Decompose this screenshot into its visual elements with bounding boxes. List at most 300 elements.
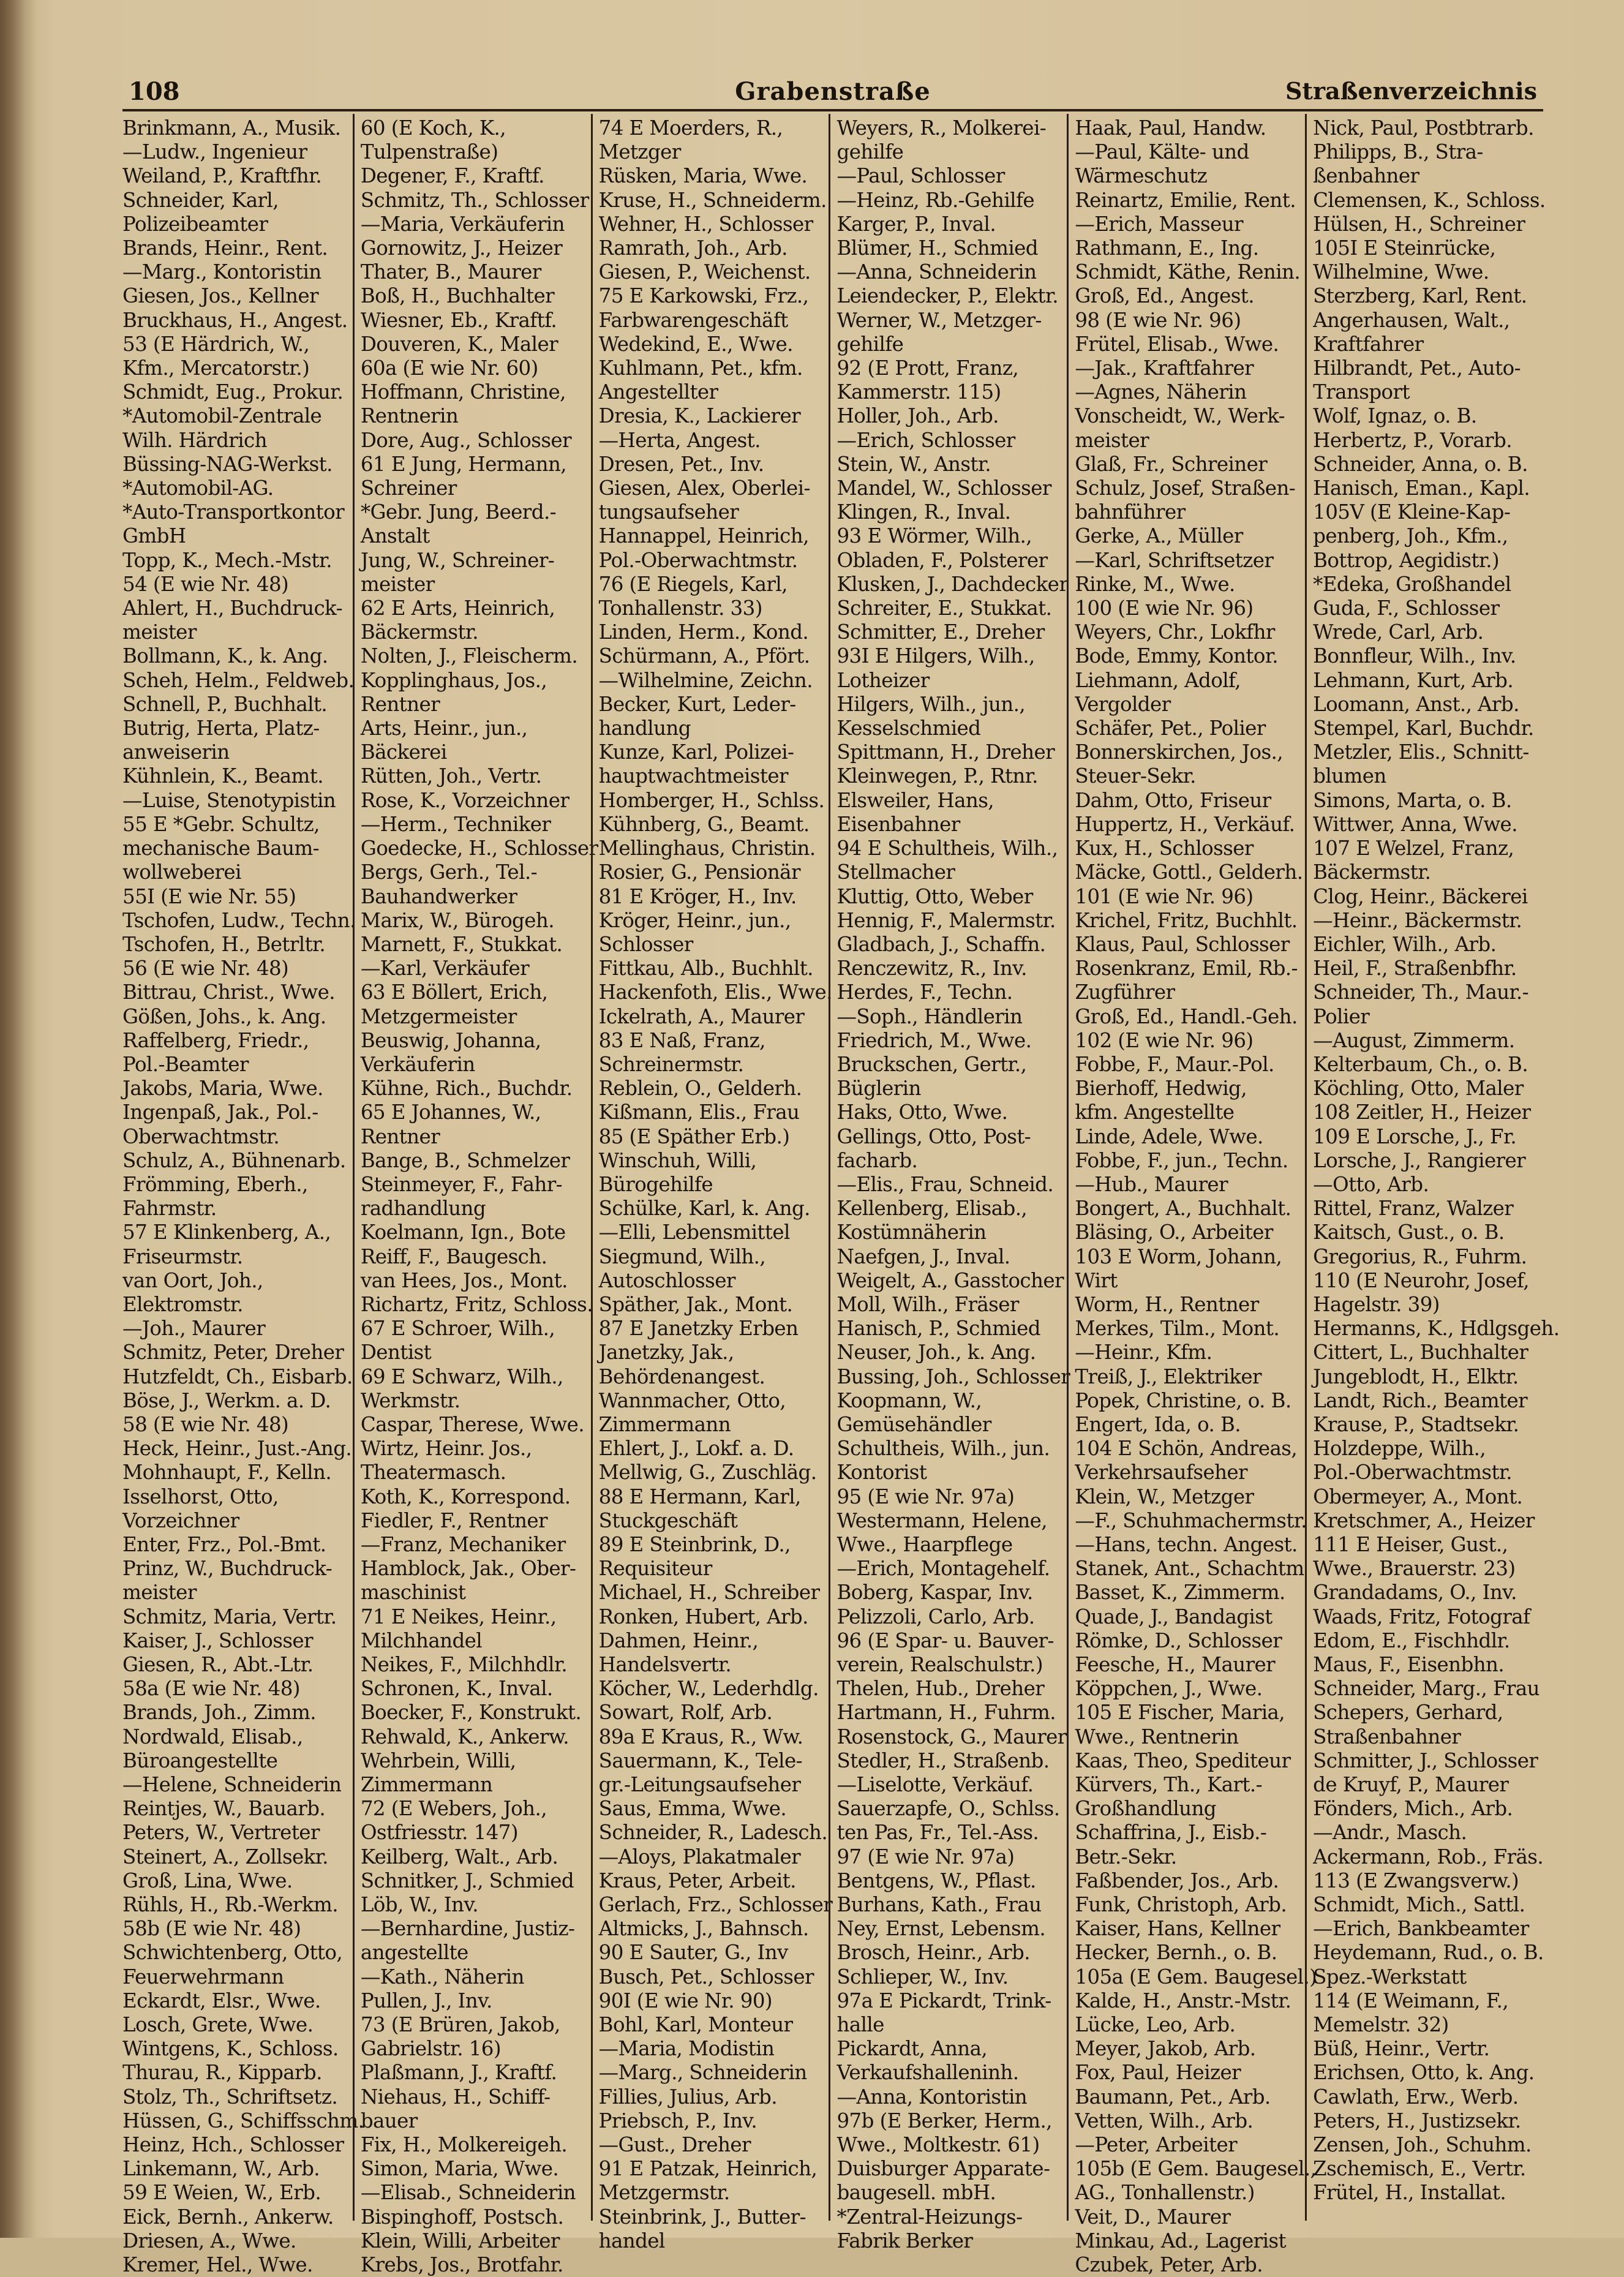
directory-entry-line: 93I E Hilgers, Wilh., bbox=[836, 644, 1035, 668]
directory-entry-line: Bottrop, Aegidistr.) bbox=[1313, 548, 1500, 572]
directory-entry-line: 73 (E Brüren, Jakob, bbox=[360, 2013, 560, 2037]
directory-entry-line: Frömming, Eberh., bbox=[122, 1172, 308, 1196]
directory-entry-line: radhandlung bbox=[360, 1197, 486, 1221]
directory-entry-line: Kaiser, Hans, Kellner bbox=[1075, 1917, 1280, 1941]
directory-entry-line: 96 (E Spar- u. Bauver- bbox=[836, 1628, 1054, 1652]
directory-entry-line: Rehwald, K., Ankerw. bbox=[360, 1725, 569, 1748]
directory-entry-line: wollweberei bbox=[122, 860, 241, 884]
directory-entry-line: Bispinghoff, Postsch. bbox=[360, 2205, 564, 2229]
directory-entry-line: —Erich, Montagehelf. bbox=[836, 1557, 1050, 1581]
directory-entry-line: Frütel, H., Installat. bbox=[1313, 2181, 1506, 2205]
directory-entry-line: Spez.-Werkstatt bbox=[1313, 1965, 1467, 1989]
directory-entry-line: ten Pas, Fr., Tel.-Ass. bbox=[836, 1821, 1039, 1845]
directory-entry-line: Ronken, Hubert, Arb. bbox=[598, 1605, 808, 1628]
directory-entry-line: Baumann, Pet., Arb. bbox=[1075, 2085, 1271, 2109]
directory-entry-line: —Heinz, Rb.-Gehilfe bbox=[836, 188, 1035, 212]
directory-entry-line: Kux, H., Schlosser bbox=[1075, 837, 1254, 860]
directory-entry-line: Farbwarengeschäft bbox=[598, 308, 788, 332]
directory-entry-line: Jakobs, Maria, Wwe. bbox=[122, 1077, 323, 1101]
directory-entry-line: Prinz, W., Buchdruck- bbox=[122, 1557, 333, 1581]
directory-entry-line: Westermann, Helene, bbox=[836, 1508, 1047, 1532]
directory-entry-line: meister bbox=[360, 572, 435, 596]
directory-entry-line: Lorsche, J., Rangierer bbox=[1313, 1148, 1526, 1172]
directory-entry-line: Reintjes, W., Bauarb. bbox=[122, 1797, 326, 1821]
directory-entry-line: —Hub., Maurer bbox=[1075, 1172, 1228, 1196]
directory-entry-line: Thurau, R., Kipparb. bbox=[122, 2061, 322, 2085]
directory-entry-line: Fönders, Mich., Arb. bbox=[1313, 1797, 1513, 1821]
directory-entry-line: Kontorist bbox=[836, 1461, 927, 1485]
directory-entry-line: Köchling, Otto, Maler bbox=[1313, 1077, 1524, 1101]
directory-entry-line: bahnführer bbox=[1075, 500, 1186, 524]
directory-entry-line: Klaus, Paul, Schlosser bbox=[1075, 932, 1290, 956]
directory-entry-line: *Automobil-AG. bbox=[122, 476, 274, 500]
directory-entry-line: Obladen, F., Polsterer bbox=[836, 548, 1048, 572]
directory-entry-line: Brands, Joh., Zimm. bbox=[122, 1701, 316, 1725]
directory-entry-line: Linkemann, W., Arb. bbox=[122, 2157, 320, 2181]
directory-entry-line: 97b (E Berker, Herm., bbox=[836, 2109, 1052, 2132]
directory-entry-line: Treiß, J., Elektriker bbox=[1075, 1364, 1261, 1388]
directory-entry-line: 54 (E wie Nr. 48) bbox=[122, 572, 289, 596]
directory-entry-line: Eichler, Wilh., Arb. bbox=[1313, 932, 1497, 956]
directory-entry-line: Groß, Lina, Wwe. bbox=[122, 1869, 293, 1892]
directory-entry-line: Topp, K., Mech.-Mstr. bbox=[122, 548, 332, 572]
directory-entry-line: Schäfer, Pet., Polier bbox=[1075, 717, 1266, 740]
column-4 bbox=[829, 114, 1070, 2253]
directory-entry-line: Fobbe, F., jun., Techn. bbox=[1075, 1148, 1288, 1172]
directory-entry-line: Butrig, Herta, Platz- bbox=[122, 717, 320, 740]
directory-entry-line: Cittert, L., Buchhalter bbox=[1313, 1341, 1528, 1364]
directory-entry-line: gehilfe bbox=[836, 332, 904, 356]
directory-entry-line: Zschemisch, E., Vertr. bbox=[1313, 2157, 1526, 2181]
directory-entry-line: —Hans, techn. Angest. bbox=[1075, 1532, 1298, 1556]
directory-entry-line: Heck, Heinr., Just.-Ang. bbox=[122, 1437, 352, 1461]
directory-entry-line: Quade, J., Bandagist bbox=[1075, 1605, 1273, 1628]
directory-entry-line: —Ludw., Ingenieur bbox=[122, 140, 307, 164]
directory-entry-line: —Karl, Verkäufer bbox=[360, 957, 530, 980]
directory-entry-line: Giesen, Jos., Kellner bbox=[122, 284, 318, 308]
directory-entry-line: Büssing-NAG-Werkst. bbox=[122, 452, 333, 476]
directory-entry-line: Bussing, Joh., Schlosser bbox=[836, 1364, 1070, 1388]
directory-entry-line: Steuer-Sekr. bbox=[1075, 764, 1196, 788]
directory-entry-line: Büß, Heinr., Vertr. bbox=[1313, 2037, 1490, 2061]
directory-entry-line: Friseurmstr. bbox=[122, 1244, 243, 1268]
directory-entry-line: Zimmermann bbox=[598, 1412, 731, 1436]
directory-entry-line: Kruse, H., Schneiderm. bbox=[598, 188, 827, 212]
directory-entry-line: Gößen, Johs., k. Ang. bbox=[122, 1004, 326, 1028]
directory-entry-line: Linden, Herm., Kond. bbox=[598, 620, 809, 644]
directory-entry-line: Naefgen, J., Inval. bbox=[836, 1244, 1010, 1268]
directory-entry-line: Erichsen, Otto, k. Ang. bbox=[1313, 2061, 1535, 2085]
directory-entry-line: Bittrau, Christ., Wwe. bbox=[122, 980, 335, 1004]
directory-entry-line: Wolf, Ignaz, o. B. bbox=[1313, 404, 1477, 428]
directory-entry-line: —Wilhelmine, Zeichn. bbox=[598, 668, 813, 692]
directory-entry-line: Stempel, Karl, Buchdr. bbox=[1313, 717, 1534, 740]
directory-entry-line: 75 E Karkowski, Frz., bbox=[598, 284, 809, 308]
directory-entry-line: Metzgermstr. bbox=[598, 2181, 730, 2205]
directory-entry-line: Schmidt, Käthe, Renin. bbox=[1075, 260, 1301, 284]
directory-entry-line: Rentner bbox=[360, 692, 440, 716]
directory-entry-line: Czubek, Peter, Arb. bbox=[1075, 2253, 1263, 2277]
directory-entry-line: 91 E Patzak, Heinrich, bbox=[598, 2157, 818, 2181]
directory-entry-line: Herbertz, P., Vorarb. bbox=[1313, 428, 1512, 452]
directory-entry-line: Rentner bbox=[360, 1124, 440, 1148]
directory-entry-line: Fahrmstr. bbox=[122, 1197, 217, 1221]
directory-entry-line: de Kruyf, P., Maurer bbox=[1313, 1773, 1509, 1797]
section-title: Straßenverzeichnis bbox=[1285, 77, 1537, 105]
directory-entry-line: Bäckermstr. bbox=[360, 620, 479, 644]
directory-entry-line: Neikes, F., Milchhdlr. bbox=[360, 1653, 568, 1676]
directory-entry-line: Nolten, J., Fleischerm. bbox=[360, 644, 578, 668]
directory-entry-line: Bonnerskirchen, Jos., bbox=[1075, 740, 1283, 764]
directory-entry-line: Kürvers, Th., Kart.- bbox=[1075, 1773, 1262, 1797]
directory-entry-line: 97a E Pickardt, Trink- bbox=[836, 1989, 1051, 2012]
directory-entry-line: 90 E Sauter, G., Inv bbox=[598, 1941, 788, 1965]
directory-entry-line: Gregorius, R., Fuhrm. bbox=[1313, 1244, 1527, 1268]
directory-entry-line: Dore, Aug., Schlosser bbox=[360, 428, 571, 452]
directory-entry-line: Ney, Ernst, Lebensm. bbox=[836, 1917, 1046, 1941]
directory-entry-line: Schmitter, J., Schlosser bbox=[1313, 1748, 1538, 1772]
directory-entry-line: Hilgers, Wilh., jun., bbox=[836, 692, 1026, 716]
directory-entry-line: Peters, H., Justizsekr. bbox=[1313, 2109, 1521, 2132]
directory-entry-line: Rinke, M., Wwe. bbox=[1075, 572, 1235, 596]
directory-entry-line: Edom, E., Fischhdlr. bbox=[1313, 1628, 1510, 1652]
directory-entry-line: Feesche, H., Maurer bbox=[1075, 1653, 1276, 1676]
directory-entry-line: bauer bbox=[360, 2109, 418, 2132]
directory-entry-line: Bäckermstr. bbox=[1313, 860, 1431, 884]
directory-entry-line: Landt, Rich., Beamter bbox=[1313, 1388, 1528, 1412]
directory-entry-line: 107 E Welzel, Franz, bbox=[1313, 837, 1514, 860]
directory-entry-line: Rühls, H., Rb.-Werkm. bbox=[122, 1893, 338, 1917]
directory-entry-line: Brands, Heinr., Rent. bbox=[122, 236, 328, 260]
column-3 bbox=[591, 114, 833, 2253]
directory-entry-line: Steinbrink, J., Butter- bbox=[598, 2205, 806, 2229]
directory-entry-line: —Karl, Schriftsetzer bbox=[1075, 548, 1274, 572]
directory-entry-line: Kuhlmann, Pet., kfm. bbox=[598, 356, 803, 380]
directory-entry-line: 104 E Schön, Andreas, bbox=[1075, 1437, 1298, 1461]
directory-entry-line: —Elli, Lebensmittel bbox=[598, 1221, 790, 1244]
directory-entry-line: Angestellter bbox=[598, 380, 718, 404]
directory-entry-line: Metzler, Elis., Schnitt- bbox=[1313, 740, 1529, 764]
directory-entry-line: Haks, Otto, Wwe. bbox=[836, 1101, 1008, 1124]
directory-entry-line: Caspar, Therese, Wwe. bbox=[360, 1412, 584, 1436]
directory-entry-line: Vonscheidt, W., Werk- bbox=[1075, 404, 1285, 428]
directory-entry-line: 109 E Lorsche, J., Fr. bbox=[1313, 1124, 1517, 1148]
directory-entry-line: Fabrik Berker bbox=[836, 2229, 973, 2253]
directory-entry-line: Huppertz, H., Verkäuf. bbox=[1075, 812, 1295, 836]
directory-entry-line: Schronen, K., Inval. bbox=[360, 1677, 553, 1701]
directory-entry-line: Krichel, Fritz, Buchhlt. bbox=[1075, 908, 1298, 932]
directory-entry-line: Köcher, W., Lederhdlg. bbox=[598, 1677, 819, 1701]
directory-entry-line: Koelmann, Ign., Bote bbox=[360, 1221, 566, 1244]
directory-entry-line: Saus, Emma, Wwe. bbox=[598, 1797, 787, 1821]
directory-entry-line: Goedecke, H., Schlosser bbox=[360, 837, 598, 860]
directory-entry-line: Späther, Jak., Mont. bbox=[598, 1292, 793, 1316]
directory-entry-line: Stellmacher bbox=[836, 860, 955, 884]
directory-entry-line: Handelsvertr. bbox=[598, 1653, 732, 1676]
directory-entry-line: 76 (E Riegels, Karl, bbox=[598, 572, 788, 596]
directory-entry-line: Boß, H., Buchhalter bbox=[360, 284, 555, 308]
directory-entry-line: Tonhallenstr. 33) bbox=[598, 597, 762, 620]
directory-entry-line: penberg, Joh., Kfm., bbox=[1313, 524, 1508, 548]
directory-entry-line: Straßenbahner bbox=[1313, 1725, 1461, 1748]
directory-entry-line: Schneider, Th., Maur.- bbox=[1313, 980, 1529, 1004]
directory-entry-line: Stedler, H., Straßenb. bbox=[836, 1748, 1050, 1772]
directory-entry-line: Eick, Bernh., Ankerw. bbox=[122, 2205, 334, 2229]
directory-entry-line: Rentnerin bbox=[360, 404, 459, 428]
directory-entry-line: Fox, Paul, Heizer bbox=[1075, 2061, 1241, 2085]
directory-entry-line: Wärmeschutz bbox=[1075, 164, 1208, 188]
directory-entry-line: 90I (E wie Nr. 90) bbox=[598, 1989, 772, 2012]
directory-entry-line: Sauermann, K., Tele- bbox=[598, 1748, 802, 1772]
directory-entry-line: Wwe., Brauerstr. 23) bbox=[1313, 1557, 1516, 1581]
directory-entry-line: Wehner, H., Schlosser bbox=[598, 212, 813, 236]
directory-entry-line: Giesen, Alex, Oberlei- bbox=[598, 476, 810, 500]
directory-entry-line: Sterzberg, Karl, Rent. bbox=[1313, 284, 1527, 308]
directory-entry-line: Scheh, Helm., Feldweb. bbox=[122, 668, 355, 692]
directory-entry-line: Metzger bbox=[598, 140, 681, 164]
directory-entry-line: 93 E Wörmer, Wilh., bbox=[836, 524, 1032, 548]
directory-entry-line: Keilberg, Walt., Arb. bbox=[360, 1845, 558, 1869]
directory-entry-line: Schmitter, E., Dreher bbox=[836, 620, 1045, 644]
street-title: Grabenstraße bbox=[735, 77, 931, 106]
directory-entry-line: Verkehrsaufseher bbox=[1075, 1461, 1247, 1485]
directory-entry-line: handel bbox=[598, 2229, 665, 2253]
directory-entry-line: Autoschlosser bbox=[598, 1268, 735, 1292]
directory-entry-line: Hanisch, P., Schmied bbox=[836, 1317, 1040, 1341]
directory-entry-line: Mellinghaus, Christin. bbox=[598, 837, 816, 860]
directory-entry-line: 105b (E Gem. Baugesel., bbox=[1075, 2157, 1317, 2181]
directory-entry-line: Rittel, Franz, Walzer bbox=[1313, 1197, 1514, 1221]
directory-entry-line: 95 (E wie Nr. 97a) bbox=[836, 1485, 1015, 1508]
directory-entry-line: Heil, F., Straßenbfhr. bbox=[1313, 957, 1517, 980]
directory-entry-line: Merkes, Tilm., Mont. bbox=[1075, 1317, 1280, 1341]
directory-entry-line: Dahmen, Heinr., bbox=[598, 1628, 759, 1652]
directory-entry-line: Gerke, A., Müller bbox=[1075, 524, 1243, 548]
directory-entry-line: Weiland, P., Kraftfhr. bbox=[122, 164, 322, 188]
directory-entry-line: Nordwald, Elisab., bbox=[122, 1725, 303, 1748]
directory-entry-line: Hermanns, K., Hdlgsgeh. bbox=[1313, 1317, 1560, 1341]
directory-entry-line: Kelterbaum, Ch., o. B. bbox=[1313, 1052, 1528, 1076]
directory-entry-line: Elektromstr. bbox=[122, 1292, 243, 1316]
directory-entry-line: Moll, Wilh., Fräser bbox=[836, 1292, 1019, 1316]
directory-entry-line: Wintgens, K., Schloss. bbox=[122, 2037, 339, 2061]
directory-entry-line: —Marg., Kontoristin bbox=[122, 260, 321, 284]
directory-entry-line: Veit, D., Maurer bbox=[1075, 2205, 1231, 2229]
directory-entry-line: 105 E Fischer, Maria, bbox=[1075, 1701, 1285, 1725]
directory-entry-line: Grandadams, O., Inv. bbox=[1313, 1581, 1517, 1605]
directory-entry-line: Richartz, Fritz, Schloss. bbox=[360, 1292, 593, 1316]
directory-entry-line: 87 E Janetzky Erben bbox=[598, 1317, 799, 1341]
directory-entry-line: Rosenkranz, Emil, Rb.- bbox=[1075, 957, 1298, 980]
directory-entry-line: Reinartz, Emilie, Rent. bbox=[1075, 188, 1296, 212]
directory-entry-line: Schepers, Gerhard, bbox=[1313, 1701, 1503, 1725]
directory-entry-line: Büglerin bbox=[836, 1077, 921, 1101]
directory-entry-line: Gemüsehändler bbox=[836, 1412, 991, 1436]
directory-entry-line: Bürogehilfe bbox=[598, 1172, 713, 1196]
directory-entry-line: Mellwig, G., Zuschläg. bbox=[598, 1461, 817, 1485]
directory-entry-line: 63 E Böllert, Erich, bbox=[360, 980, 548, 1004]
directory-entry-line: Kellenberg, Elisab., bbox=[836, 1197, 1028, 1221]
directory-entry-line: —Kath., Näherin bbox=[360, 1965, 524, 1989]
directory-entry-line: halle bbox=[836, 2013, 884, 2037]
directory-entry-line: Busch, Pet., Schlosser bbox=[598, 1965, 814, 1989]
directory-entry-line: Duisburger Apparate- bbox=[836, 2157, 1050, 2181]
directory-entry-line: Losch, Grete, Wwe. bbox=[122, 2013, 314, 2037]
directory-entry-line: Hüssen, G., Schiffsschm. bbox=[122, 2109, 364, 2132]
directory-entry-line: Fiedler, F., Rentner bbox=[360, 1508, 547, 1532]
directory-entry-line: Friedrich, M., Wwe. bbox=[836, 1028, 1032, 1052]
directory-entry-line: Behördenangest. bbox=[598, 1364, 765, 1388]
directory-entry-line: Linde, Adele, Wwe. bbox=[1075, 1124, 1263, 1148]
directory-entry-line: —Agnes, Näherin bbox=[1075, 380, 1247, 404]
directory-entry-line: Bruckhaus, H., Angest. bbox=[122, 308, 348, 332]
directory-entry-line: Schürmann, A., Pfört. bbox=[598, 644, 810, 668]
directory-columns bbox=[122, 114, 1560, 2277]
directory-entry-line: Raffelberg, Friedr., bbox=[122, 1028, 309, 1052]
directory-entry-line: —Andr., Masch. bbox=[1313, 1821, 1467, 1845]
directory-entry-line: Rathmann, E., Ing. bbox=[1075, 236, 1259, 260]
directory-entry-line: Rosier, G., Pensionär bbox=[598, 860, 800, 884]
directory-entry-line: Kleinwegen, P., Rtnr. bbox=[836, 764, 1038, 788]
binding-shadow bbox=[0, 0, 37, 2238]
directory-entry-line: Ostfriesstr. 147) bbox=[360, 1821, 518, 1845]
directory-entry-line: 105V (E Kleine-Kap- bbox=[1313, 500, 1511, 524]
directory-entry-line: 110 (E Neurohr, Josef, bbox=[1313, 1268, 1530, 1292]
directory-entry-line: —Maria, Modistin bbox=[598, 2037, 775, 2061]
directory-entry-line: Schaffrina, J., Eisb.- bbox=[1075, 1821, 1267, 1845]
directory-entry-line: *Edeka, Großhandel bbox=[1313, 572, 1511, 596]
directory-entry-line: Karger, P., Inval. bbox=[836, 212, 996, 236]
directory-entry-line: Hecker, Bernh., o. B. bbox=[1075, 1941, 1277, 1965]
directory-entry-line: Schmitz, Th., Schlosser bbox=[360, 188, 589, 212]
directory-entry-line: Schreinermstr. bbox=[598, 1052, 744, 1076]
directory-entry-line: Waads, Fritz, Fotograf bbox=[1313, 1605, 1530, 1628]
directory-entry-line: Anstalt bbox=[360, 524, 430, 548]
directory-entry-line: Rosenstock, G., Maurer bbox=[836, 1725, 1067, 1748]
page-number: 108 bbox=[129, 77, 180, 106]
directory-entry-line: Guda, F., Schlosser bbox=[1313, 597, 1500, 620]
directory-entry-line: 81 E Kröger, H., Inv. bbox=[598, 884, 797, 908]
directory-entry-line: Worm, H., Rentner bbox=[1075, 1292, 1259, 1316]
directory-entry-line: 102 (E wie Nr. 96) bbox=[1075, 1028, 1254, 1052]
directory-entry-line: AG., Tonhallenstr.) bbox=[1075, 2181, 1255, 2205]
directory-entry-line: 56 (E wie Nr. 48) bbox=[122, 957, 289, 980]
directory-entry-line: Schneider, R., Ladesch. bbox=[598, 1821, 828, 1845]
directory-entry-line: Verkäuferin bbox=[360, 1052, 475, 1076]
directory-entry-line: angestellte bbox=[360, 1941, 468, 1965]
directory-entry-line: Memelstr. 32) bbox=[1313, 2013, 1449, 2037]
directory-entry-line: Kesselschmied bbox=[836, 717, 981, 740]
directory-entry-line: Theatermasch. bbox=[360, 1461, 506, 1485]
directory-entry-line: Bollmann, K., k. Ang. bbox=[122, 644, 328, 668]
directory-entry-line: Bohl, Karl, Monteur bbox=[598, 2013, 793, 2037]
directory-entry-line: Herdes, F., Techn. bbox=[836, 980, 1013, 1004]
directory-entry-line: Wirtz, Heinr. Jos., bbox=[360, 1437, 532, 1461]
directory-entry-line: 89 E Steinbrink, D., bbox=[598, 1532, 791, 1556]
directory-entry-line: Dresen, Pet., Inv. bbox=[598, 452, 764, 476]
directory-entry-line: Schmitz, Maria, Vertr. bbox=[122, 1605, 337, 1628]
directory-entry-line: Klein, Willi, Arbeiter bbox=[360, 2229, 560, 2253]
directory-entry-line: Kluttig, Otto, Weber bbox=[836, 884, 1033, 908]
directory-entry-line: Sauerzapfe, O., Schlss. bbox=[836, 1797, 1060, 1821]
directory-entry-line: Klusken, J., Dachdecker bbox=[836, 572, 1069, 596]
directory-entry-line: Bongert, A., Buchhalt. bbox=[1075, 1197, 1291, 1221]
directory-entry-line: Weyers, R., Molkerei- bbox=[836, 116, 1047, 140]
directory-entry-line: Loomann, Anst., Arb. bbox=[1313, 692, 1519, 716]
directory-entry-line: 88 E Hermann, Karl, bbox=[598, 1485, 801, 1508]
directory-entry-line: Groß, Ed., Handl.-Geh. bbox=[1075, 1004, 1298, 1028]
directory-entry-line: Metzgermeister bbox=[360, 1004, 517, 1028]
directory-entry-line: Zensen, Joh., Schuhm. bbox=[1313, 2133, 1532, 2157]
directory-entry-line: Koth, K., Korrespond. bbox=[360, 1485, 571, 1508]
directory-entry-line: Vorzeichner bbox=[122, 1508, 239, 1532]
directory-entry-line: anweiserin bbox=[122, 740, 230, 764]
directory-entry-line: Kühnlein, K., Beamt. bbox=[122, 764, 323, 788]
directory-entry-line: Hackenfoth, Elis., Wwe. bbox=[598, 980, 832, 1004]
directory-entry-line: —Erich, Masseur bbox=[1075, 212, 1243, 236]
directory-entry-line: —Franz, Mechaniker bbox=[360, 1532, 566, 1556]
directory-entry-line: Haak, Paul, Handw. bbox=[1075, 116, 1266, 140]
directory-entry-line: 114 (E Weimann, F., bbox=[1313, 1989, 1509, 2012]
directory-entry-line: Enter, Frz., Pol.-Bmt. bbox=[122, 1532, 326, 1556]
directory-entry-line: Kühne, Rich., Buchdr. bbox=[360, 1077, 573, 1101]
directory-entry-line: Schneider, Karl, bbox=[122, 188, 279, 212]
directory-entry-line: —Elisab., Schneiderin bbox=[360, 2181, 576, 2205]
header-rule bbox=[122, 109, 1543, 111]
directory-entry-line: 85 (E Späther Erb.) bbox=[598, 1124, 790, 1148]
directory-entry-line: handlung bbox=[598, 717, 691, 740]
directory-entry-line: 61 E Jung, Hermann, bbox=[360, 452, 567, 476]
directory-entry-line: Milchhandel bbox=[360, 1628, 483, 1652]
directory-entry-line: Priebsch, P., Inv. bbox=[598, 2109, 757, 2132]
directory-entry-line: Engert, Ida, o. B. bbox=[1075, 1412, 1241, 1436]
directory-entry-line: Weyers, Chr., Lokfhr bbox=[1075, 620, 1275, 644]
directory-entry-line: Mandel, W., Schlosser bbox=[836, 476, 1051, 500]
directory-entry-line: Gerlach, Frz., Schlosser bbox=[598, 1893, 833, 1917]
directory-entry-line: Ehlert, J., Lokf. a. D. bbox=[598, 1437, 794, 1461]
directory-entry-line: Werner, W., Metzger- bbox=[836, 308, 1042, 332]
directory-entry-line: Boecker, F., Konstrukt. bbox=[360, 1701, 582, 1725]
directory-entry-line: Hoffmann, Christine, bbox=[360, 380, 566, 404]
directory-entry-line: Eckardt, Elsr., Wwe. bbox=[122, 1989, 321, 2012]
directory-entry-line: Kostümnäherin bbox=[836, 1221, 987, 1244]
directory-entry-line: Mäcke, Gottl., Gelderh. bbox=[1075, 860, 1303, 884]
directory-entry-line: Degener, F., Kraftf. bbox=[360, 164, 544, 188]
directory-entry-line: Bode, Emmy, Kontor. bbox=[1075, 644, 1278, 668]
directory-entry-line: Kunze, Karl, Polizei- bbox=[598, 740, 794, 764]
directory-entry-line: Bäckerei bbox=[360, 740, 447, 764]
directory-entry-line: Reblein, O., Gelderh. bbox=[598, 1077, 802, 1101]
directory-entry-line: Jung, W., Schreiner- bbox=[360, 548, 555, 572]
directory-entry-line: Dentist bbox=[360, 1341, 432, 1364]
directory-entry-line: Nick, Paul, Postbtrarb. bbox=[1313, 116, 1534, 140]
directory-entry-line: Gabrielstr. 16) bbox=[360, 2037, 501, 2061]
directory-entry-line: 98 (E wie Nr. 96) bbox=[1075, 308, 1241, 332]
directory-entry-line: Holzdeppe, Wilh., bbox=[1313, 1437, 1486, 1461]
directory-entry-line: Frütel, Elisab., Wwe. bbox=[1075, 332, 1279, 356]
directory-entry-line: facharb. bbox=[836, 1148, 918, 1172]
directory-entry-line: —Joh., Maurer bbox=[122, 1317, 266, 1341]
directory-entry-line: 71 E Neikes, Heinr., bbox=[360, 1605, 557, 1628]
directory-entry-line: —Aloys, Plakatmaler bbox=[598, 1845, 801, 1869]
directory-entry-line: 55I (E wie Nr. 55) bbox=[122, 884, 296, 908]
directory-entry-line: Bauhandwerker bbox=[360, 884, 517, 908]
directory-entry-line: Requisiteur bbox=[598, 1557, 712, 1581]
directory-entry-line: Wedekind, E., Wwe. bbox=[598, 332, 793, 356]
directory-entry-line: Schultheis, Wilh., jun. bbox=[836, 1437, 1050, 1461]
directory-entry-line: Tulpenstraße) bbox=[360, 140, 498, 164]
directory-entry-line: Elsweiler, Hans, bbox=[836, 788, 994, 812]
